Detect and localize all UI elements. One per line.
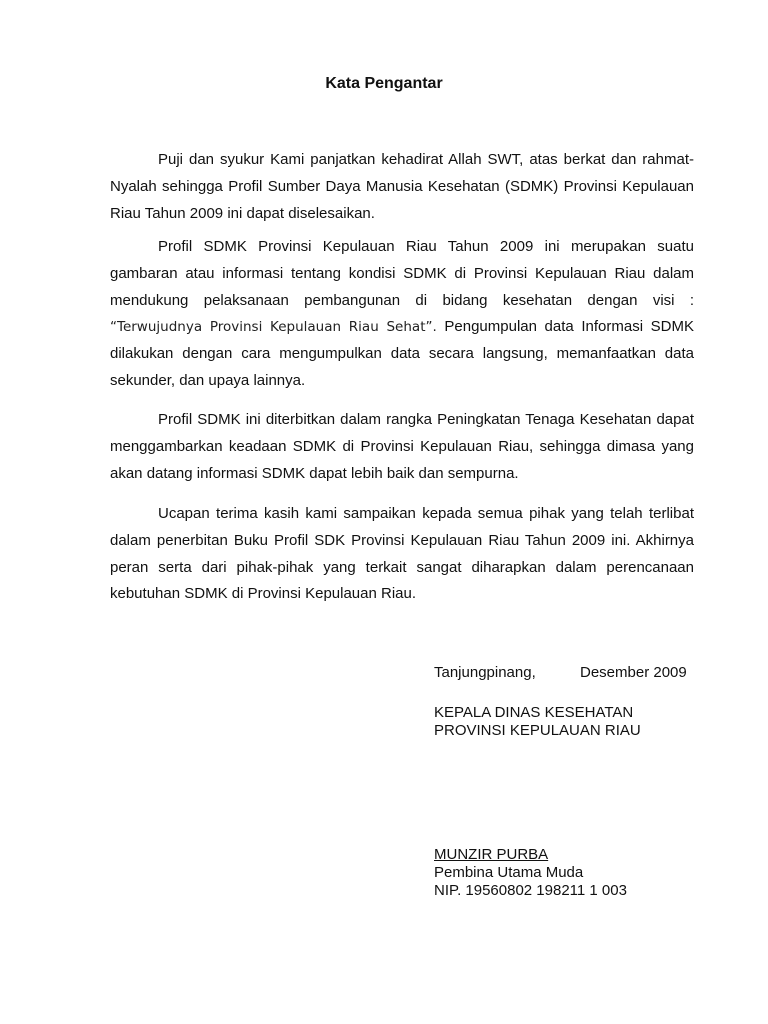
vision-quote: “Terwujudnya Provinsi Kepulauan Riau Sehat”.: [110, 319, 437, 336]
paragraph-3: Profil SDMK ini diterbitkan dalam rangka Peningkatan Tenaga Kesehatan dapat menggambarkan keadaan SDMK di Provinsi Kepulauan Riau, sehingga dimasa yang akan datang informasi SDMK dapat lebih baik dan sempurna.: [110, 411, 694, 482]
place-date: [434, 664, 734, 682]
signature-date: Desember 2009: [580, 664, 687, 681]
signer-rank: Pembina Utama Muda: [434, 864, 584, 881]
office-line-2: PROVINSI KEPULAUAN RIAU: [434, 722, 641, 739]
signature-place: Tanjungpinang,: [434, 664, 536, 681]
paragraph-4: Ucapan terima kasih kami sampaikan kepada semua pihak yang telah terlibat dalam penerbitan Buku Profil SDK Provinsi Kepulauan Riau Tahun 2009 ini. Akhirnya peran serta dari pihak-pihak yang terkait sangat diharapkan dalam perencanaan kebutuhan SDMK di Provinsi Kepulauan Riau.: [110, 505, 694, 603]
paragraph-1: Puji dan syukur Kami panjatkan kehadirat Allah SWT, atas berkat dan rahmat-Nyalah sehingga Profil Sumber Daya Manusia Kesehatan (SDMK) Provinsi Kepulauan Riau Tahun 2009 ini dapat diselesaikan.: [110, 151, 694, 222]
signature-office: [434, 704, 734, 740]
paragraph-2-end: Pengumpulan data Informasi SDMK dilakukan dengan cara mengumpulkan data secara langsung, memanfaatkan data sekunder, dan upaya lainnya.: [110, 318, 694, 389]
page-title: Kata Pengantar: [325, 75, 443, 92]
signer-nip: NIP. 19560802 198211 1 003: [434, 882, 627, 899]
paragraph-2-start: Profil SDMK Provinsi Kepulauan Riau Tahun 2009 ini merupakan suatu gambaran atau informasi tentang kondisi SDMK di Provinsi Kepulauan Riau dalam mendukung pelaksanaan pembangunan di bidang kesehatan dengan visi :: [110, 238, 694, 309]
office-line-1: KEPALA DINAS KESEHATAN: [434, 704, 634, 721]
paragraph-2: [110, 234, 694, 395]
signer-block: [434, 846, 734, 900]
signer-name: MUNZIR PURBA: [434, 846, 549, 863]
